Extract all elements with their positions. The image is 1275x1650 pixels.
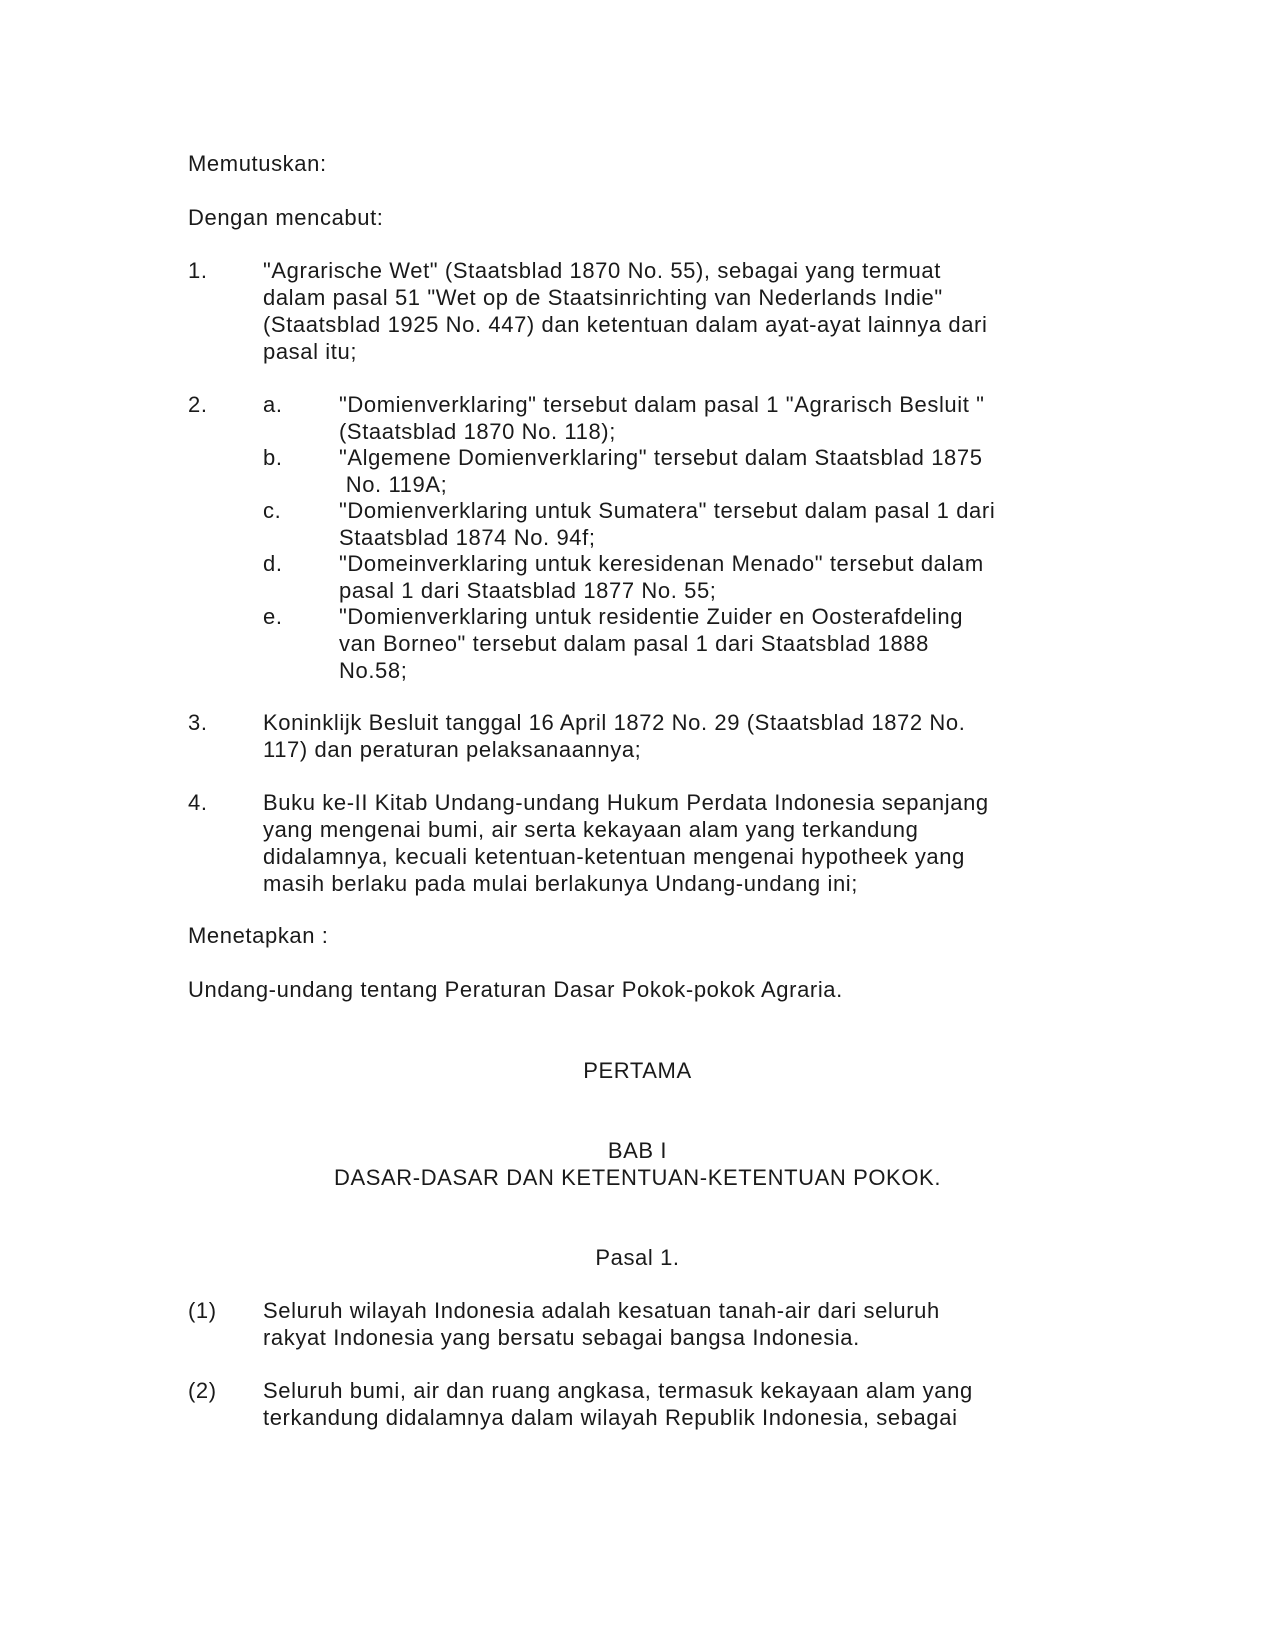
item-3-line-1: Koninklijk Besluit tanggal 16 April 1872 No. 29 (Staatsblad 1872 No.	[263, 710, 966, 735]
item-4-line-2: yang mengenai bumi, air serta kekayaan alam yang terkandung	[263, 817, 919, 842]
ayat-1-line-2: rakyat Indonesia yang bersatu sebagai bangsa Indonesia.	[263, 1325, 860, 1350]
item-3-number: 3.	[188, 710, 208, 735]
ayat-1-line-1: Seluruh wilayah Indonesia adalah kesatuan tanah-air dari seluruh	[263, 1298, 940, 1323]
item-2c-line-1: "Domienverklaring untuk Sumatera" tersebut dalam pasal 1 dari	[339, 498, 996, 523]
item-2e-line-3: No.58;	[339, 658, 408, 683]
item-2e-line-1: "Domienverklaring untuk residentie Zuider en Oosterafdeling	[339, 604, 964, 629]
item-1-number: 1.	[188, 258, 208, 283]
ayat-2-line-2: terkandung didalamnya dalam wilayah Republik Indonesia, sebagai	[263, 1405, 958, 1430]
ayat-2-line-1: Seluruh bumi, air dan ruang angkasa, termasuk kekayaan alam yang	[263, 1378, 973, 1403]
item-1-line-3: (Staatsblad 1925 No. 447) dan ketentuan dalam ayat-ayat lainnya dari	[263, 312, 988, 337]
item-2c-letter: c.	[263, 498, 282, 523]
pertama-heading: PERTAMA	[583, 1058, 692, 1083]
item-2a-letter: a.	[263, 392, 283, 417]
memutuskan-heading: Memutuskan:	[188, 151, 327, 176]
item-2b-letter: b.	[263, 445, 283, 470]
item-2b-line-2: No. 119A;	[339, 472, 448, 497]
item-4-line-1: Buku ke-II Kitab Undang-undang Hukum Perdata Indonesia sepanjang	[263, 790, 989, 815]
item-3-line-2: 117) dan peraturan pelaksanaannya;	[263, 737, 642, 762]
item-2-number: 2.	[188, 392, 208, 417]
item-2d-line-1: "Domeinverklaring untuk keresidenan Menado" tersebut dalam	[339, 551, 984, 576]
item-1-line-4: pasal itu;	[263, 339, 358, 364]
item-4-number: 4.	[188, 790, 208, 815]
bab-title: DASAR-DASAR DAN KETENTUAN-KETENTUAN POKOK.	[333, 1165, 942, 1190]
bab-heading: BAB I	[607, 1138, 668, 1163]
item-4-line-3: didalamnya, kecuali ketentuan-ketentuan mengenai hypotheek yang	[263, 844, 965, 869]
item-1-line-2: dalam pasal 51 "Wet op de Staatsinrichting van Nederlands Indie"	[263, 285, 943, 310]
item-2c-line-2: Staatsblad 1874 No. 94f;	[339, 525, 596, 550]
item-2e-line-2: van Borneo" tersebut dalam pasal 1 dari Staatsblad 1888	[339, 631, 929, 656]
ayat-1-number: (1)	[188, 1298, 217, 1323]
item-2a-line-2: (Staatsblad 1870 No. 118);	[339, 419, 616, 444]
dengan-mencabut-heading: Dengan mencabut:	[188, 205, 384, 230]
item-2e-letter: e.	[263, 604, 283, 629]
item-4-line-4: masih berlaku pada mulai berlakunya Undang-undang ini;	[263, 871, 858, 896]
item-1-line-1: "Agrarische Wet" (Staatsblad 1870 No. 55), sebagai yang termuat	[263, 258, 941, 283]
item-2d-line-2: pasal 1 dari Staatsblad 1877 No. 55;	[339, 578, 717, 603]
pasal-heading: Pasal 1.	[595, 1245, 680, 1270]
item-2b-line-1: "Algemene Domienverklaring" tersebut dalam Staatsblad 1875	[339, 445, 983, 470]
item-2a-line-1: "Domienverklaring" tersebut dalam pasal 1 "Agrarisch Besluit "	[339, 392, 985, 417]
undang-undang-title: Undang-undang tentang Peraturan Dasar Pokok-pokok Agraria.	[188, 977, 843, 1002]
menetapkan-heading: Menetapkan :	[188, 923, 329, 948]
ayat-2-number: (2)	[188, 1378, 217, 1403]
item-2d-letter: d.	[263, 551, 283, 576]
